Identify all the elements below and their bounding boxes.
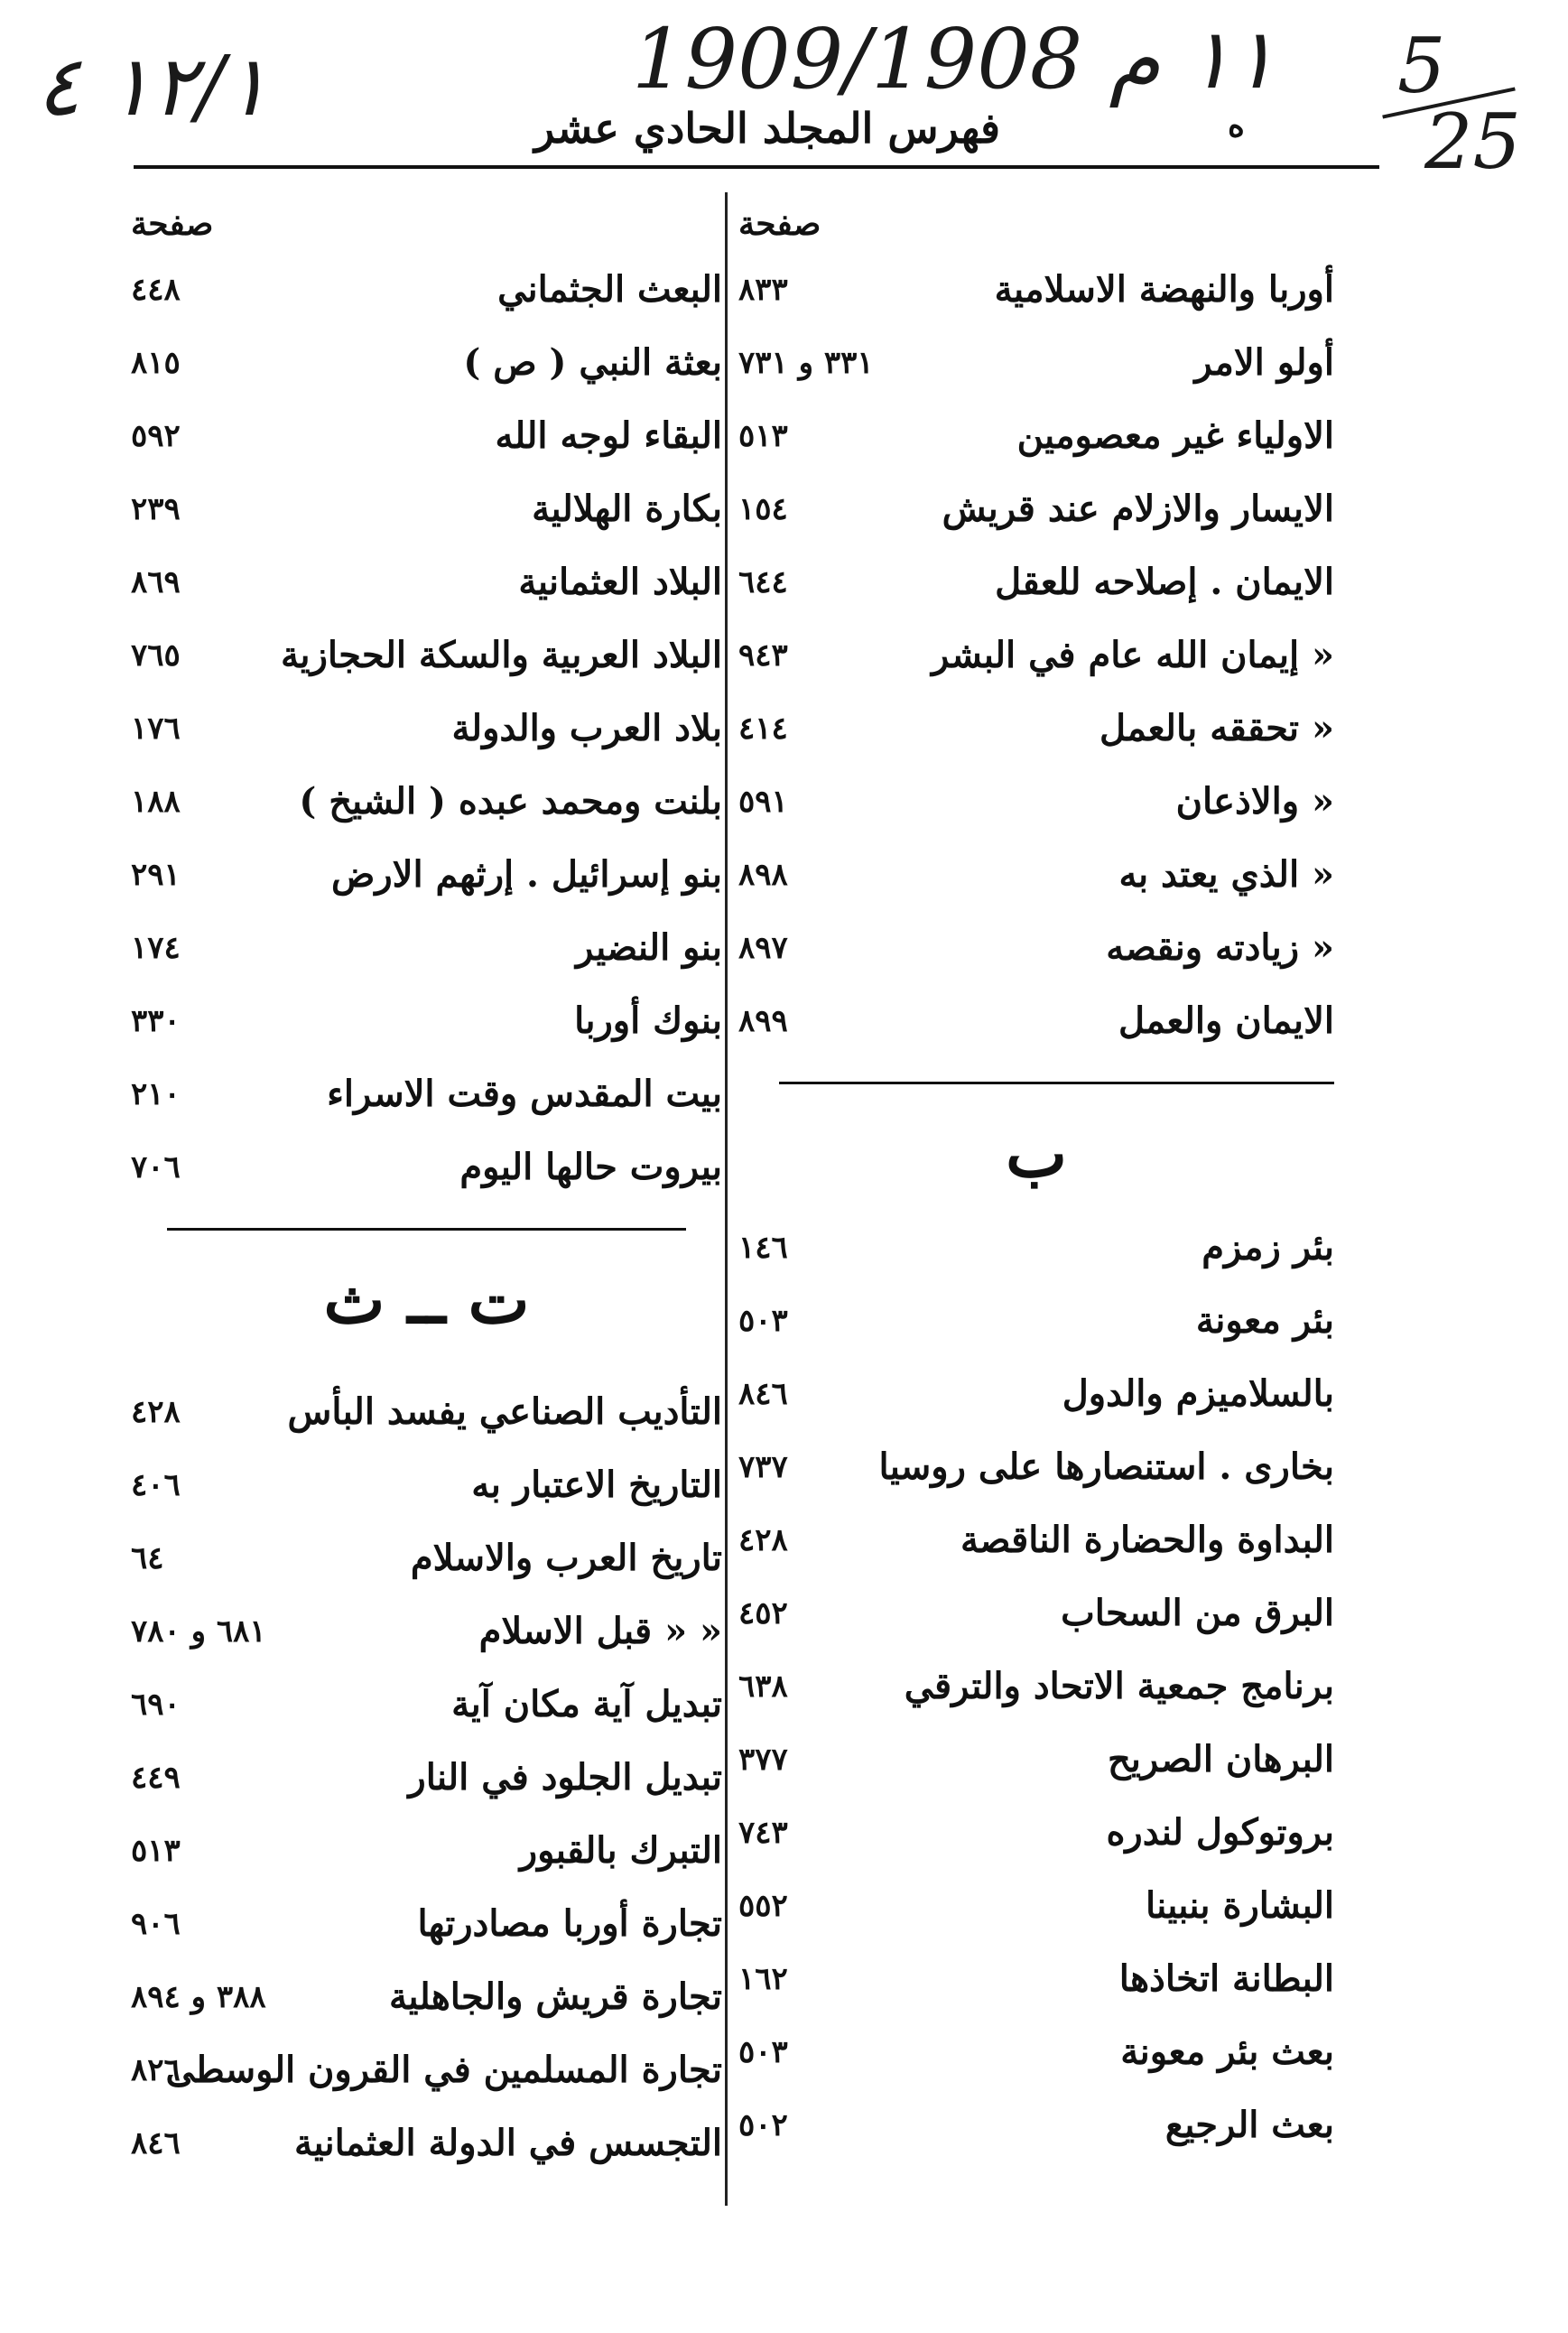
index-entry	[738, 919, 1334, 992]
section-rule	[738, 1065, 1334, 1101]
index-entry-page: ٨٩٩	[738, 1003, 788, 1039]
index-entry	[738, 261, 1334, 334]
index-entry	[131, 1895, 722, 1968]
index-entry-page: ٤٠٦	[131, 1467, 181, 1503]
index-entry-title: بروتوكول لندره	[1106, 1811, 1334, 1854]
index-entry-title: بيروت حالها اليوم	[459, 1146, 722, 1188]
index-entry-page: ٦٤٤	[738, 564, 788, 600]
index-entry-title: البرق من السحاب	[1061, 1592, 1334, 1634]
index-entry-title: بيت المقدس وقت الاسراء	[327, 1073, 722, 1115]
index-entry	[131, 1749, 722, 1822]
index-entry	[738, 480, 1334, 553]
index-entry-title: التجسس في الدولة العثمانية	[294, 2122, 722, 2164]
index-entry	[738, 1219, 1334, 1292]
index-entry-page: ٨٦٩	[131, 564, 181, 600]
index-entry-title: الايسار والازلام عند قريش	[942, 488, 1334, 530]
section-letter: ت ــ ث	[323, 1261, 530, 1338]
index-entry	[738, 773, 1334, 846]
index-entry-page: ٦٣٨	[738, 1668, 788, 1705]
index-entry	[738, 334, 1334, 407]
index-entry	[131, 1456, 722, 1529]
index-entry-page: ٨١٥	[131, 345, 181, 381]
section-heading	[131, 1248, 722, 1383]
index-entry-title: تبديل آية مكان آية	[451, 1683, 722, 1725]
index-entry	[131, 1603, 722, 1676]
index-entry-page: ٤٤٩	[131, 1760, 181, 1796]
index-entry-title: برنامج جمعية الاتحاد والترقي	[904, 1665, 1334, 1707]
index-entry-title: بنو النضير	[576, 926, 722, 969]
index-entry	[131, 1383, 722, 1456]
index-entry-title: البعث الجثماني	[497, 268, 722, 311]
index-entry-title: البلاد العثمانية	[518, 561, 722, 603]
index-entry-page: ٥١٣	[131, 1833, 181, 1869]
index-entry-page: ٤٢٨	[131, 1394, 181, 1430]
index-entry	[738, 992, 1334, 1065]
index-entry-page: ٣٣٠	[131, 1003, 181, 1039]
column-header	[131, 203, 722, 261]
index-entry-page: ٤١٤	[738, 711, 788, 747]
index-entry-page: ٧٣٧	[738, 1449, 788, 1485]
index-entry-title: بئر زمزم	[1202, 1226, 1334, 1269]
index-entry	[738, 846, 1334, 919]
index-entry-title: البرهان الصريح	[1107, 1738, 1334, 1780]
index-entry-page: ٤٢٨	[738, 1522, 788, 1558]
index-entry-page: ٨٩٧	[738, 930, 788, 966]
index-entry-title: التبرك بالقبور	[519, 1829, 722, 1872]
index-entry-page: ١٤٦	[738, 1230, 788, 1266]
index-entry	[131, 919, 722, 992]
index-entry-title: أوربا والنهضة الاسلامية	[994, 268, 1334, 311]
index-entry	[738, 1877, 1334, 1950]
fraction-denominator: 25	[1424, 98, 1521, 186]
index-entry	[738, 627, 1334, 700]
index-entry-title: التأديب الصناعي يفسد البأس	[287, 1390, 722, 1433]
index-entry	[738, 2096, 1334, 2170]
index-entry-page: ٧٤٣	[738, 1815, 788, 1851]
index-entry-page: ٩٠٦	[131, 1906, 181, 1942]
index-entry	[131, 992, 722, 1065]
index-entry-page: ٣٧٧	[738, 1742, 788, 1778]
index-entry-title: تبديل الجلود في النار	[408, 1756, 722, 1799]
fraction-numerator: 5	[1397, 22, 1446, 110]
index-entry-page: ٥١٣	[738, 418, 788, 454]
index-entry-title: بخارى . استنصارها على روسيا	[878, 1445, 1334, 1488]
index-entry-title: تجارة أوربا مصادرتها	[417, 1902, 722, 1945]
index-entry-page: ٤٤٨	[131, 272, 181, 308]
index-entry	[131, 334, 722, 407]
index-entry-page: ٥٩١	[738, 784, 788, 820]
index-entry-page: ٥٥٢	[738, 1888, 788, 1924]
index-column-left	[131, 203, 722, 2188]
index-entry-page: ٨٢٦	[131, 2052, 181, 2088]
index-entry-page: ١٧٦	[131, 711, 181, 747]
column-divider	[725, 192, 728, 2206]
index-entry-title: تجارة قريش والجاهلية	[388, 1975, 722, 2018]
index-entry-page: ٤٥٢	[738, 1595, 788, 1631]
index-entry-page: ١٥٤	[738, 491, 788, 527]
index-entry-page: ٥٠٢	[738, 2107, 788, 2143]
index-entry-page: ٢١٠	[131, 1076, 181, 1112]
index-entry	[738, 700, 1334, 773]
index-entry-title: البداوة والحضارة الناقصة	[960, 1519, 1334, 1561]
index-entry-page: ٣٨٨ و ٨٩٤	[131, 1979, 266, 2015]
index-entry-page: ٨٩٨	[738, 857, 788, 893]
index-entry	[738, 1438, 1334, 1511]
index-entry	[738, 2023, 1334, 2096]
index-entry	[131, 627, 722, 700]
index-entry-title: بلاد العرب والدولة	[451, 707, 722, 749]
index-entry	[131, 1139, 722, 1212]
index-entry-title: بعث الرجيع	[1164, 2104, 1334, 2146]
section-rule	[131, 1212, 722, 1248]
index-entry-page: ٦٩٠	[131, 1687, 181, 1723]
index-entry-title: بلنت ومحمد عبده ( الشيخ )	[299, 780, 722, 823]
index-entry-title: التاريخ الاعتبار به	[471, 1464, 722, 1506]
index-entry-title: « « قبل الاسلام	[478, 1610, 722, 1652]
handwritten-fraction	[1381, 22, 1521, 186]
index-entry-title: « والاذعان	[1175, 780, 1334, 823]
index-entry	[738, 1585, 1334, 1658]
index-entry-page: ٥٠٣	[738, 2034, 788, 2070]
index-entry	[131, 1529, 722, 1603]
index-entry-page: ١٦٢	[738, 1961, 788, 1997]
index-entry	[738, 1731, 1334, 1804]
page-title: فهرس المجلد الحادي عشر	[533, 104, 1001, 153]
index-entry-page: ٨٤٦	[131, 2125, 181, 2161]
handwritten-volume-mark: ١٢/١ ٤	[36, 38, 269, 135]
index-entry-page: ٣٣١ و ٧٣١	[738, 345, 874, 381]
column-header-label: صفحة	[738, 205, 821, 243]
index-entry-page: ١٨٨	[131, 784, 181, 820]
index-entry	[131, 2041, 722, 2115]
index-entry	[738, 1658, 1334, 1731]
index-entry	[738, 407, 1334, 480]
index-entry-page: ٢٩١	[131, 857, 181, 893]
index-entry	[131, 700, 722, 773]
index-entry-title: بئر معونة	[1195, 1299, 1334, 1342]
index-entry-title: الاولياء غير معصومين	[1016, 414, 1334, 457]
index-entry	[131, 1065, 722, 1139]
index-entry-title: « زيادته ونقصه	[1106, 926, 1334, 969]
index-entry	[131, 407, 722, 480]
index-entry-page: ٨٤٦	[738, 1376, 788, 1412]
index-entry-title: بعثة النبي ( ص )	[463, 341, 722, 384]
index-entry	[131, 1676, 722, 1749]
index-entry	[738, 1292, 1334, 1365]
index-entry-title: تاريخ العرب والاسلام	[410, 1537, 722, 1579]
index-entry-title: بنو إسرائيل . إرثهم الارض	[330, 853, 722, 896]
index-entry-page: ٦٨١ و ٧٨٠	[131, 1613, 266, 1650]
header-rule	[134, 165, 1379, 169]
index-entry	[738, 1511, 1334, 1585]
index-entry-title: بنوك أوربا	[574, 999, 722, 1042]
section-letter: ب	[1006, 1115, 1067, 1192]
index-entry-title: البلاد العربية والسكة الحجازية	[280, 634, 722, 676]
index-entry	[131, 846, 722, 919]
index-entry-title: « تحققه بالعمل	[1099, 707, 1334, 749]
index-entry-page: ٨٣٣	[738, 272, 788, 308]
index-entry-title: الايمان والعمل	[1118, 999, 1334, 1042]
index-entry	[131, 480, 722, 553]
index-entry-page: ٢٣٩	[131, 491, 181, 527]
index-entry-page: ٥٩٢	[131, 418, 181, 454]
index-entry	[738, 1950, 1334, 2023]
index-entry-page: ٧٦٥	[131, 637, 181, 674]
index-entry	[738, 1804, 1334, 1877]
handwritten-years-mark: 1909/1908 ١١ م	[632, 11, 1276, 107]
index-entry	[131, 261, 722, 334]
index-entry-title: البشارة بنبينا	[1145, 1884, 1334, 1927]
section-heading	[738, 1101, 1334, 1219]
index-entry-page: ٧٠٦	[131, 1149, 181, 1185]
index-entry-title: تجارة المسلمين في القرون الوسطى	[165, 2049, 722, 2091]
index-entry-page: ١٧٤	[131, 930, 181, 966]
index-entry-title: البقاء لوجه الله	[495, 414, 722, 457]
index-entry-title: أولو الامر	[1194, 341, 1334, 384]
index-entry	[738, 1365, 1334, 1438]
index-entry-page: ٦٤	[131, 1540, 164, 1576]
index-column-right	[738, 203, 1334, 2170]
index-entry-title: بكارة الهلالية	[532, 488, 722, 530]
index-entry	[131, 2115, 722, 2188]
index-entry	[738, 553, 1334, 627]
column-header	[738, 203, 1334, 261]
index-entry	[131, 1822, 722, 1895]
index-entry	[131, 553, 722, 627]
index-entry	[131, 1968, 722, 2041]
index-entry-title: بالسلاميزم والدول	[1062, 1372, 1334, 1415]
index-entry-title: البطانة اتخاذها	[1118, 1957, 1334, 2000]
index-entry-title: بعث بئر معونة	[1120, 2031, 1334, 2073]
index-entry-page: ٩٤٣	[738, 637, 788, 674]
index-entry-title: الايمان . إصلاحه للعقل	[995, 561, 1334, 603]
column-header-label: صفحة	[131, 205, 214, 243]
index-entry-title: « إيمان الله عام في البشر	[932, 634, 1334, 676]
index-entry	[131, 773, 722, 846]
index-entry-page: ٥٠٣	[738, 1303, 788, 1339]
index-entry-title: « الذي يعتد به	[1118, 853, 1334, 896]
page-number: ه	[1228, 107, 1245, 144]
